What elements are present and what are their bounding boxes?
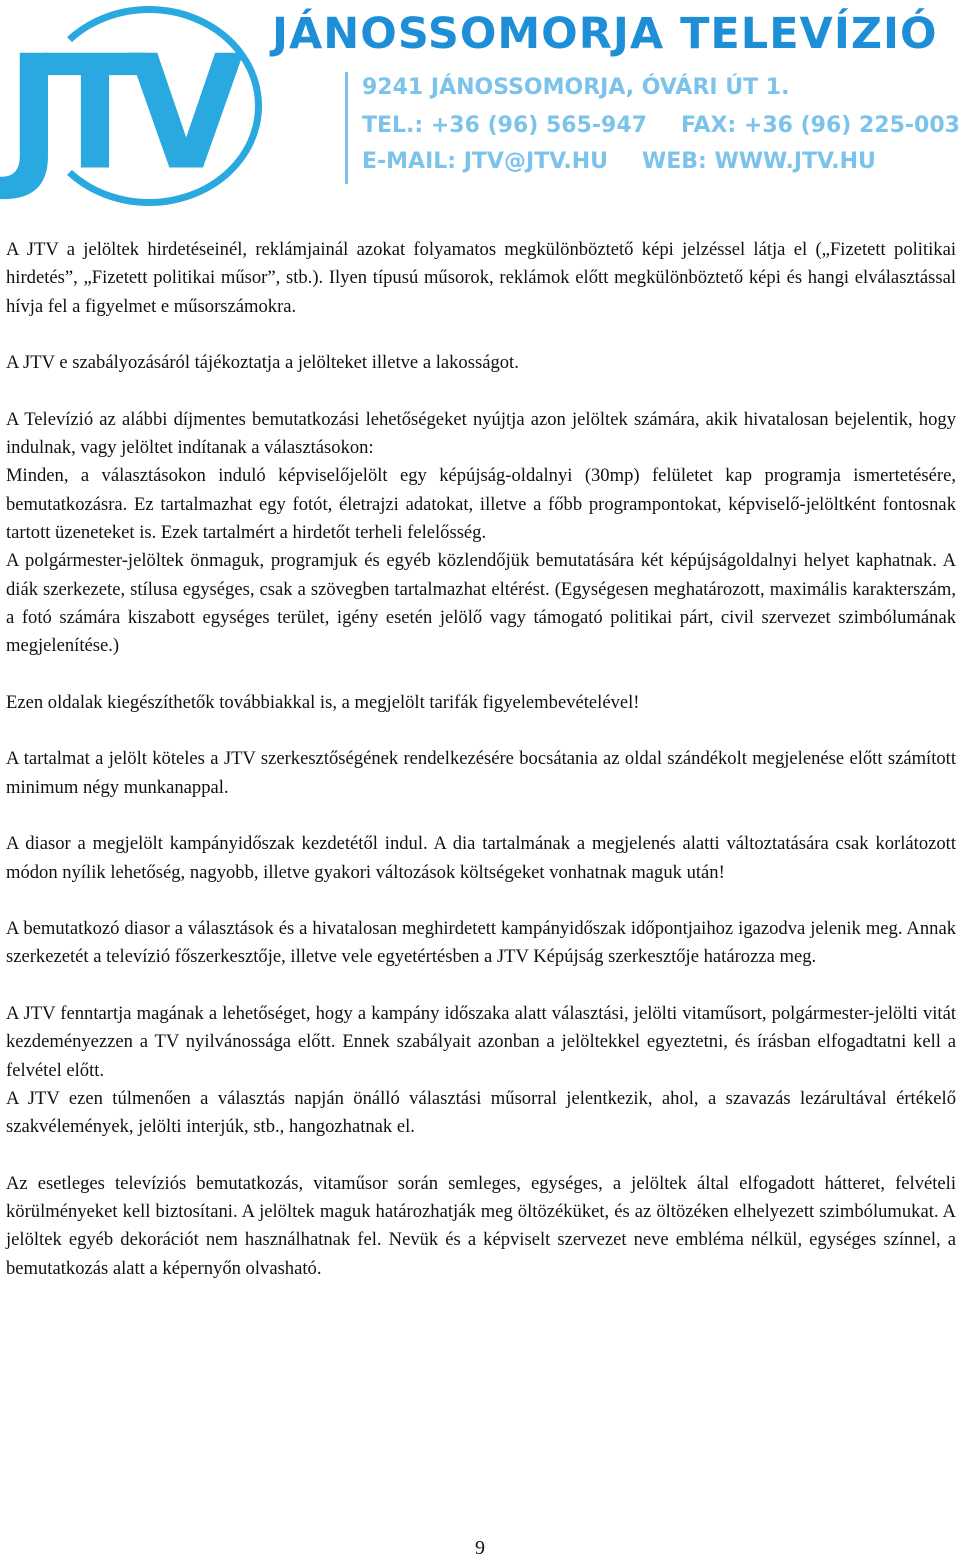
paragraph: A bemutatkozó diasor a választások és a hivatalosan meghirdetett kampányidőszak időpontjaihoz igazodva jelenik meg. Annak szerkezetét a televízió főszerkesztője, illetve vele egyetértésben a JTV Képújság szerkesztője határozza meg. [6,918,956,968]
paragraph: A JTV ezen túlmenően a választás napján önálló választási műsorral jelentkezik, ahol, a szavazás lezárultával értékelő szakvélemények, jelölti interjúk, stb., hangozhatnak el. [6,1087,956,1138]
document-body [6,236,956,1283]
paragraph: A Televízió az alábbi díjmentes bemutatkozási lehetőségeket nyújtja azon jelöltek számára, akik hivatalosan bejelentik, hogy indulnak, vagy jelöltet indítanak a választásokon: [6,408,956,459]
fax: FAX: +36 (96) 225-003 [680,113,960,138]
paragraph: A tartalmat a jelölt köteles a JTV szerkesztőségének rendelkezésére bocsátania az oldal szándékolt megjelenése előtt számított minimum négy munkanappal. [6,748,956,798]
page-number: 9 [475,1537,485,1559]
letterhead [0,0,960,215]
email: E-MAIL: JTV@JTV.HU [362,149,608,174]
email-web-line [362,147,952,177]
paragraph: A diasor a megjelölt kampányidőszak kezdetétől indul. A dia tartalmának a megjelenés alatti változtatására csak korlátozott módon nyílik lehetőség, nagyobb, illetve gyakori változások költségeket vonhatnak maguk után! [6,833,956,883]
paragraph: Minden, a választásokon induló képviselőjelölt egy képújság-oldalnyi (30mp) felületet kap programja ismertetésére, bemutatkozásra. Ez tartalmazhat egy fotót, életrajzi adatokat, illetve a főbb programpontokat, képviselő-jelöltként fontosnak tartott üzeneteket is. Ezek tartalmért a hirdetőt terheli felelősség. [6,465,956,543]
phone-fax-line [362,111,960,141]
paragraph: A JTV e szabályozásáról tájékoztatja a jelölteket illetve a lakosságot. [6,352,519,374]
paragraph: A polgármester-jelöltek önmaguk, programjuk és egyéb közlendőjük bemutatására két képújságoldalnyi helyet kaphatnak. A diák szerkezete, stílusa egységes, csak a szövegben tartalmazhat eltérést. (Egységesen meghatározott, maximális karakterszám, a fotó számára kiszabott egységes terület, igény esetén jelölő vagy támogató politikai párt, civil szervezet szimbólumának megjelenítése.) [6,550,956,657]
jtv-logo [0,0,265,215]
address: 9241 JÁNOSSOMORJA, ÓVÁRI ÚT 1. [362,75,790,100]
divider-line [345,72,348,184]
phone: TEL.: +36 (96) 565-947 [362,113,647,138]
paragraph: A JTV fenntartja magának a lehetőséget, hogy a kampány időszaka alatt választási, jelölti vitaműsort, polgármester-jelölti vitát kezdeményezzen a TV nyilvánossága előtt. Ennek szabályait azonban a jelöltekkel egyeztetni, és írásban elfogadtatni kell a felvétel előtt. [6,1003,956,1081]
paragraph: A JTV a jelöltek hirdetéseinél, reklámjainál azokat folyamatos megkülönböztető képi jelzéssel látja el („Fizetett politikai hirdetés”, „Fizetett politikai műsor”, stb.). Ilyen típusú műsorok, reklámok előtt megkülönböztető képi és hangi elválasztással hívja fel a figyelmet e műsorszámokra. [6,239,956,317]
station-name: JÁNOSSOMORJA TELEVÍZIÓ [272,9,938,59]
logo-text: JTV [6,22,227,206]
web: WEB: WWW.JTV.HU [641,149,876,174]
paragraph: Az esetleges televíziós bemutatkozás, vitaműsor során semleges, egységes, a jelöltek által elfogadott hátteret, felvételi körülményeket kell biztosítani. A jelöltek maguk határozhatják meg öltözéküket, és az öltözéken elhelyezett szimbólumukat. A jelöltek egyéb dekorációt nem használhatnak fel. Nevük és a képviselt szervezet neve embléma nélkül, egységes színnel, a bemutatkozás alatt a képernyőn olvasható. [6,1172,956,1279]
paragraph: Ezen oldalak kiegészíthetők továbbiakkal is, a megjelölt tarifák figyelembevételével! [6,691,640,713]
